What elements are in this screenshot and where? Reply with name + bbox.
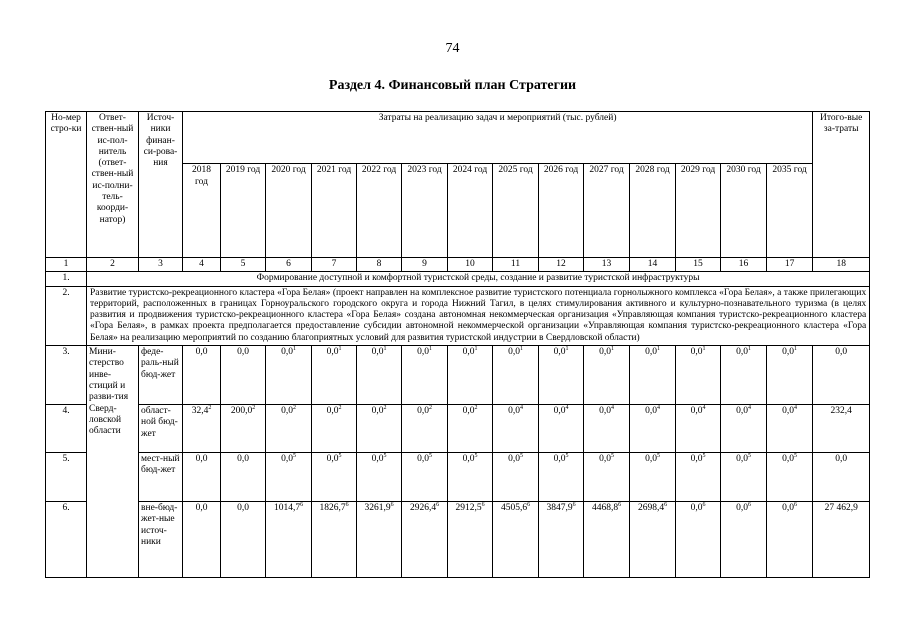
amount-value: 0,0 bbox=[645, 454, 657, 465]
amount-cell bbox=[183, 346, 221, 405]
amount-value: 32,4 bbox=[191, 406, 209, 417]
amount-cell bbox=[448, 346, 493, 405]
header-year: 2019 год bbox=[221, 164, 266, 258]
table-row bbox=[46, 453, 870, 502]
table-row bbox=[46, 286, 870, 345]
row-number: 5. bbox=[46, 453, 87, 502]
amount-cell bbox=[402, 346, 448, 405]
total-cell: 0,0 bbox=[813, 346, 870, 405]
footnote-marker: 2 bbox=[474, 404, 478, 411]
column-number: 8 bbox=[357, 258, 402, 272]
column-numbers-row bbox=[46, 258, 870, 272]
amount-value: 0,0 bbox=[462, 454, 475, 465]
amount-value: 0,0 bbox=[195, 347, 208, 358]
funding-source: феде-раль-ный бюд-жет bbox=[139, 346, 183, 405]
funding-source: мест-ный бюд-жет bbox=[139, 453, 183, 502]
amount-cell bbox=[312, 405, 357, 453]
header-row-number: Но-мер стро-ки bbox=[46, 112, 87, 258]
header-year: 2035 год bbox=[767, 164, 813, 258]
amount-cell bbox=[402, 405, 448, 453]
amount-cell bbox=[183, 405, 221, 453]
amount-cell bbox=[402, 453, 448, 502]
financial-plan-table bbox=[45, 111, 870, 578]
row-description: Развитие туристско-рекреационного кластера «Гора Белая» (проект направлен на комплексное развитие туристского потенциала горнолыжного комплекса «Гора Белая», а также прилегающих территорий, расположенных в границах Горноуральского городского округа и города Нижний Тагил, в целях стимулирования активного и культурно-познавательного туризма (в целях развития и продвижения туристско-рекреационного кластера «Гора Белая» создана автономная некоммерческая организация «Управляющая компания туристско-рекреационного кластера «Гора Белая», в рамках проекта предполагается предоставление субсидии автономной некоммерческой организации «Управляющая компания туристско-рекреационного кластера «Гора Белая» на реализацию мероприятий по созданию благоприятных условий для развития туристской индустрии в Свердловской области) bbox=[87, 286, 870, 345]
amount-cell bbox=[266, 346, 312, 405]
amount-value: 0,0 bbox=[417, 406, 429, 417]
footnote-marker: 4 bbox=[656, 404, 660, 411]
row-number: 4. bbox=[46, 405, 87, 453]
footnote-marker: 5 bbox=[292, 452, 296, 459]
amount-cell bbox=[676, 453, 721, 502]
column-number: 11 bbox=[493, 258, 539, 272]
footnote-marker: 5 bbox=[656, 452, 660, 459]
header-year: 2029 год bbox=[676, 164, 721, 258]
amount-value: 1826,7 bbox=[319, 503, 346, 514]
amount-value: 0,0 bbox=[195, 454, 208, 465]
amount-cell bbox=[721, 405, 767, 453]
header-year: 2025 год bbox=[493, 164, 539, 258]
footnote-marker: 6 bbox=[345, 501, 349, 508]
amount-cell bbox=[721, 453, 767, 502]
amount-cell bbox=[584, 346, 630, 405]
executor-cell: Мини-стерство инве-стиций и разви-тия Сверд-ловской области bbox=[87, 346, 139, 578]
footnote-marker: 1 bbox=[292, 345, 296, 352]
row-number: 2. bbox=[46, 286, 87, 345]
footnote-marker: 1 bbox=[383, 345, 387, 352]
total-cell: 0,0 bbox=[813, 453, 870, 502]
amount-cell bbox=[357, 453, 402, 502]
amount-value: 3847,9 bbox=[546, 503, 573, 514]
footnote-marker: 5 bbox=[428, 452, 432, 459]
column-number: 16 bbox=[721, 258, 767, 272]
amount-value: 2912,5 bbox=[455, 503, 482, 514]
footnote-marker: 1 bbox=[656, 345, 660, 352]
amount-value: 0,0 bbox=[237, 503, 249, 514]
amount-value: 0,0 bbox=[736, 347, 748, 358]
amount-cell bbox=[767, 453, 813, 502]
funding-source: област-ной бюд-жет bbox=[139, 405, 183, 453]
footnote-marker: 2 bbox=[208, 404, 212, 411]
amount-cell bbox=[266, 405, 312, 453]
amount-value: 0,0 bbox=[645, 347, 657, 358]
column-number: 10 bbox=[448, 258, 493, 272]
amount-cell bbox=[312, 453, 357, 502]
column-number: 13 bbox=[584, 258, 630, 272]
amount-value: 0,0 bbox=[417, 347, 429, 358]
amount-value: 3261,9 bbox=[364, 503, 391, 514]
header-executor: Ответ-ствен-ный ис-пол-нитель (ответ-ствен-ный ис-полни-тель-коорди-натор) bbox=[87, 112, 139, 258]
footnote-marker: 6 bbox=[572, 501, 576, 508]
amount-value: 4468,8 bbox=[591, 503, 619, 514]
amount-value: 0,0 bbox=[690, 406, 703, 417]
amount-cell bbox=[221, 453, 266, 502]
amount-value: 0,0 bbox=[599, 406, 611, 417]
amount-cell bbox=[539, 405, 584, 453]
amount-value: 0,0 bbox=[690, 503, 703, 514]
header-year: 2028 год bbox=[630, 164, 676, 258]
footnote-marker: 1 bbox=[794, 345, 798, 352]
footnote-marker: 1 bbox=[519, 345, 523, 352]
row-number: 6. bbox=[46, 502, 87, 578]
amount-cell bbox=[721, 502, 767, 578]
amount-cell bbox=[767, 502, 813, 578]
column-number: 9 bbox=[402, 258, 448, 272]
column-number: 12 bbox=[539, 258, 584, 272]
amount-value: 0,0 bbox=[281, 454, 293, 465]
amount-cell bbox=[676, 346, 721, 405]
amount-cell bbox=[221, 502, 266, 578]
amount-value: 2698,4 bbox=[637, 503, 665, 514]
amount-value: 0,0 bbox=[508, 347, 520, 358]
amount-value: 0,0 bbox=[736, 503, 748, 514]
funding-source: вне-бюд-жет-ные источ-ники bbox=[139, 502, 183, 578]
column-number: 1 bbox=[46, 258, 87, 272]
footnote-marker: 4 bbox=[702, 404, 706, 411]
footnote-marker: 5 bbox=[747, 452, 751, 459]
header-year: 2027 год bbox=[584, 164, 630, 258]
amount-value: 0,0 bbox=[326, 347, 339, 358]
table-row bbox=[46, 272, 870, 286]
footnote-marker: 5 bbox=[610, 452, 614, 459]
column-number: 15 bbox=[676, 258, 721, 272]
amount-value: 0,0 bbox=[371, 406, 384, 417]
footnote-marker: 4 bbox=[610, 404, 614, 411]
amount-value: 0,0 bbox=[599, 347, 611, 358]
header-total: Итого-вые за-траты bbox=[813, 112, 870, 258]
amount-value: 0,0 bbox=[690, 347, 703, 358]
footnote-marker: 2 bbox=[428, 404, 432, 411]
footnote-marker: 1 bbox=[747, 345, 751, 352]
header-year: 2023 год bbox=[402, 164, 448, 258]
footnote-marker: 6 bbox=[300, 501, 304, 508]
footnote-marker: 4 bbox=[747, 404, 751, 411]
amount-cell bbox=[312, 346, 357, 405]
amount-value: 0,0 bbox=[462, 347, 475, 358]
footnote-marker: 5 bbox=[383, 452, 387, 459]
column-number: 2 bbox=[87, 258, 139, 272]
amount-cell bbox=[266, 453, 312, 502]
footnote-marker: 6 bbox=[527, 501, 531, 508]
footnote-marker: 4 bbox=[565, 404, 569, 411]
footnote-marker: 5 bbox=[794, 452, 798, 459]
amount-cell bbox=[539, 453, 584, 502]
amount-cell bbox=[312, 502, 357, 578]
header-source: Источ-ники финан-си-рова-ния bbox=[139, 112, 183, 258]
footnote-marker: 6 bbox=[664, 501, 668, 508]
footnote-marker: 6 bbox=[436, 501, 440, 508]
column-number: 4 bbox=[183, 258, 221, 272]
amount-cell bbox=[493, 502, 539, 578]
footnote-marker: 5 bbox=[519, 452, 523, 459]
footnote-marker: 6 bbox=[390, 501, 394, 508]
amount-value: 0,0 bbox=[645, 406, 657, 417]
footnote-marker: 4 bbox=[794, 404, 798, 411]
amount-value: 0,0 bbox=[690, 454, 703, 465]
data-rows bbox=[46, 346, 870, 578]
amount-cell bbox=[767, 346, 813, 405]
amount-cell bbox=[183, 453, 221, 502]
amount-value: 200,0 bbox=[230, 406, 253, 417]
amount-cell bbox=[493, 405, 539, 453]
footnote-marker: 1 bbox=[702, 345, 706, 352]
header-year: 2021 год bbox=[312, 164, 357, 258]
amount-cell bbox=[357, 405, 402, 453]
total-cell: 27 462,9 bbox=[813, 502, 870, 578]
amount-value: 0,0 bbox=[371, 454, 384, 465]
amount-cell bbox=[493, 346, 539, 405]
amount-cell bbox=[448, 502, 493, 578]
amount-value: 0,0 bbox=[782, 406, 795, 417]
amount-value: 2926,4 bbox=[409, 503, 437, 514]
header-row-top bbox=[46, 112, 870, 164]
amount-cell bbox=[630, 502, 676, 578]
header-year: 2024 год bbox=[448, 164, 493, 258]
header-year: 2018 год bbox=[183, 164, 221, 258]
footnote-marker: 4 bbox=[519, 404, 523, 411]
amount-value: 0,0 bbox=[195, 503, 208, 514]
row-title: Формирование доступной и комфортной туристской среды, создание и развитие туристской инфраструктуры bbox=[87, 272, 870, 286]
footnote-marker: 1 bbox=[338, 345, 342, 352]
column-number: 18 bbox=[813, 258, 870, 272]
amount-cell bbox=[221, 405, 266, 453]
amount-value: 0,0 bbox=[553, 454, 566, 465]
footnote-marker: 1 bbox=[565, 345, 569, 352]
amount-value: 0,0 bbox=[553, 347, 566, 358]
amount-cell bbox=[539, 502, 584, 578]
footnote-marker: 2 bbox=[292, 404, 296, 411]
amount-cell bbox=[584, 502, 630, 578]
column-number: 6 bbox=[266, 258, 312, 272]
footnote-marker: 1 bbox=[428, 345, 432, 352]
header-year: 2026 год bbox=[539, 164, 584, 258]
amount-cell bbox=[266, 502, 312, 578]
amount-value: 0,0 bbox=[782, 503, 795, 514]
amount-value: 4505,6 bbox=[500, 503, 528, 514]
amount-cell bbox=[676, 502, 721, 578]
amount-cell bbox=[676, 405, 721, 453]
footnote-marker: 1 bbox=[610, 345, 614, 352]
footnote-marker: 5 bbox=[565, 452, 569, 459]
amount-cell bbox=[493, 453, 539, 502]
amount-value: 0,0 bbox=[462, 406, 475, 417]
footnote-marker: 5 bbox=[338, 452, 342, 459]
amount-value: 0,0 bbox=[281, 347, 293, 358]
amount-cell bbox=[183, 502, 221, 578]
amount-cell bbox=[630, 453, 676, 502]
row-number: 3. bbox=[46, 346, 87, 405]
column-number: 14 bbox=[630, 258, 676, 272]
amount-cell bbox=[584, 453, 630, 502]
amount-cell bbox=[448, 453, 493, 502]
amount-value: 0,0 bbox=[508, 406, 520, 417]
amount-value: 0,0 bbox=[326, 454, 339, 465]
amount-cell bbox=[584, 405, 630, 453]
footnote-marker: 6 bbox=[618, 501, 622, 508]
amount-cell bbox=[402, 502, 448, 578]
footnote-marker: 5 bbox=[702, 452, 706, 459]
amount-value: 0,0 bbox=[371, 347, 384, 358]
header-year: 2022 год bbox=[357, 164, 402, 258]
amount-cell bbox=[221, 346, 266, 405]
footnote-marker: 2 bbox=[338, 404, 342, 411]
amount-value: 0,0 bbox=[237, 454, 249, 465]
header-year: 2030 год bbox=[721, 164, 767, 258]
amount-value: 0,0 bbox=[736, 454, 748, 465]
column-number: 3 bbox=[139, 258, 183, 272]
column-number: 5 bbox=[221, 258, 266, 272]
amount-cell bbox=[630, 346, 676, 405]
amount-value: 0,0 bbox=[417, 454, 429, 465]
amount-value: 0,0 bbox=[782, 454, 795, 465]
amount-value: 0,0 bbox=[281, 406, 293, 417]
row-number: 1. bbox=[46, 272, 87, 286]
amount-cell bbox=[448, 405, 493, 453]
amount-value: 0,0 bbox=[736, 406, 748, 417]
header-costs: Затраты на реализацию задач и мероприятий (тыс. рублей) bbox=[183, 112, 813, 164]
amount-value: 0,0 bbox=[508, 454, 520, 465]
amount-cell bbox=[357, 502, 402, 578]
footnote-marker: 6 bbox=[794, 501, 798, 508]
table-row bbox=[46, 346, 870, 405]
total-cell: 232,4 bbox=[813, 405, 870, 453]
amount-value: 0,0 bbox=[553, 406, 566, 417]
amount-cell bbox=[630, 405, 676, 453]
amount-value: 1014,7 bbox=[273, 503, 301, 514]
amount-value: 0,0 bbox=[326, 406, 339, 417]
footnote-marker: 6 bbox=[747, 501, 751, 508]
amount-cell bbox=[767, 405, 813, 453]
amount-value: 0,0 bbox=[237, 347, 249, 358]
footnote-marker: 2 bbox=[252, 404, 256, 411]
amount-cell bbox=[721, 346, 767, 405]
footnote-marker: 2 bbox=[383, 404, 387, 411]
table-row bbox=[46, 502, 870, 578]
amount-value: 0,0 bbox=[782, 347, 795, 358]
column-number: 7 bbox=[312, 258, 357, 272]
footnote-marker: 5 bbox=[474, 452, 478, 459]
footnote-marker: 6 bbox=[702, 501, 706, 508]
header-year: 2020 год bbox=[266, 164, 312, 258]
column-number: 17 bbox=[767, 258, 813, 272]
amount-value: 0,0 bbox=[599, 454, 611, 465]
section-title: Раздел 4. Финансовый план Стратегии bbox=[328, 78, 577, 93]
table-row bbox=[46, 405, 870, 453]
amount-cell bbox=[539, 346, 584, 405]
footnote-marker: 6 bbox=[481, 501, 485, 508]
footnote-marker: 1 bbox=[474, 345, 478, 352]
page-number: 74 bbox=[445, 41, 460, 56]
amount-cell bbox=[357, 346, 402, 405]
